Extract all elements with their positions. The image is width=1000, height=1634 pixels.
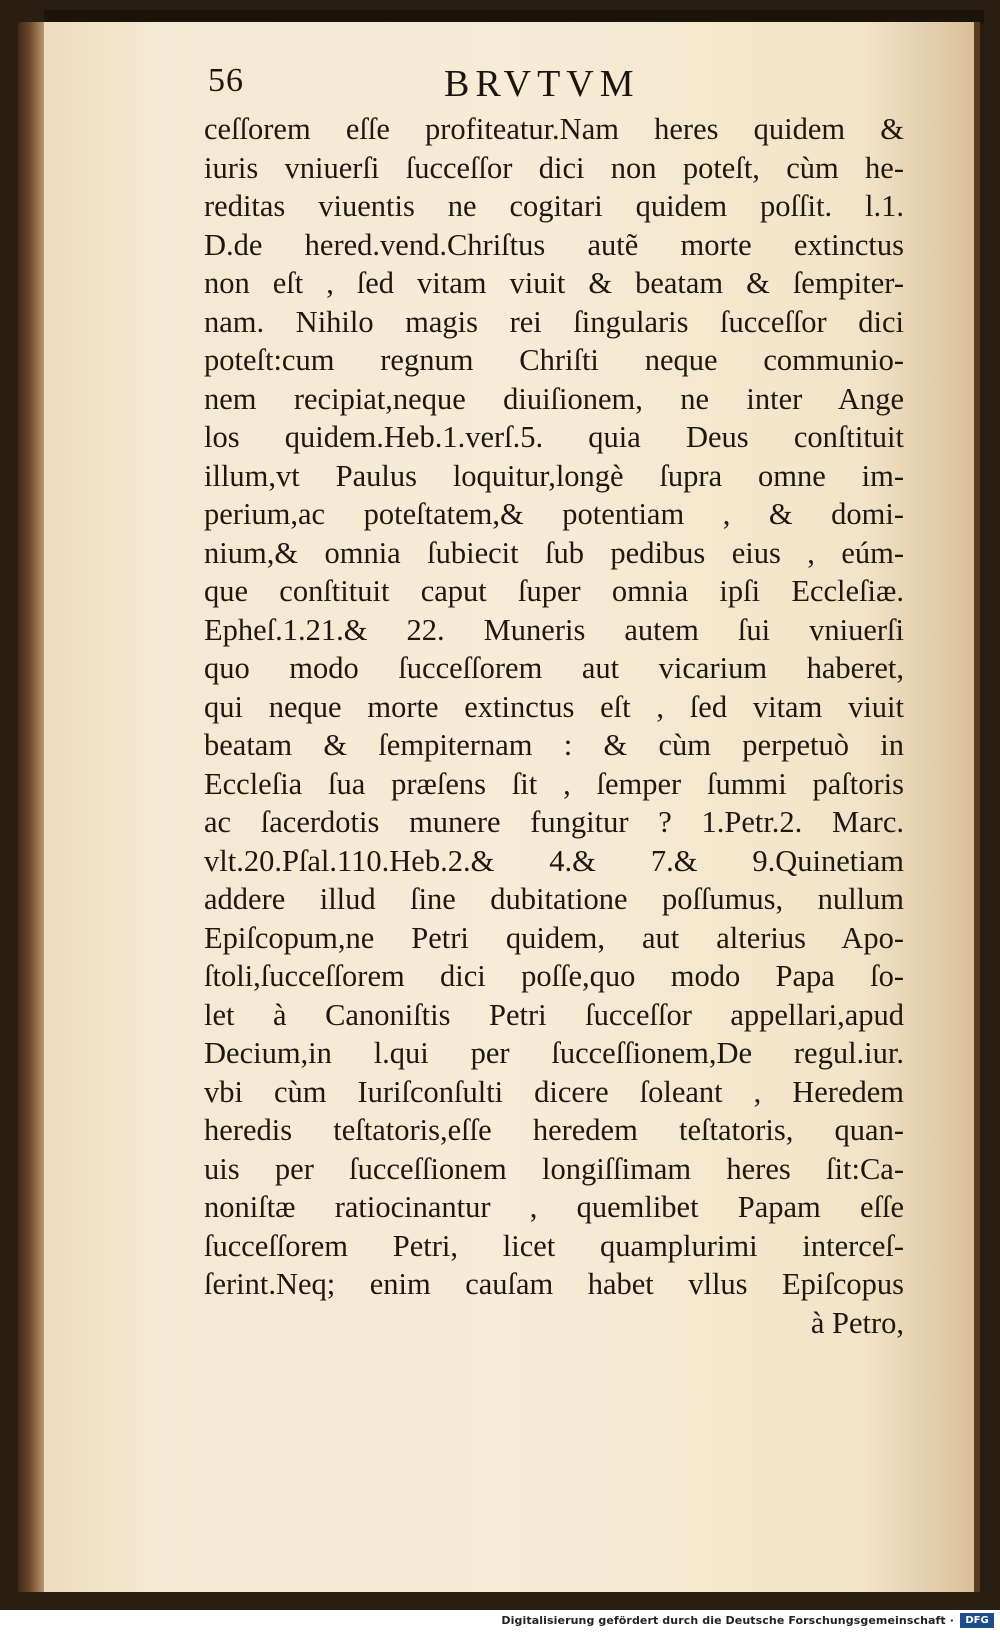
text-line: Epiſcopum,ne Petri quidem, aut alterius Apo- (204, 920, 904, 955)
text-line: ſtoli,ſucceſſorem dici poſſe,quo modo Papa ſo- (204, 959, 904, 993)
text-line: heredis teſtatoris,eſſe heredem teſtatoris, quan- (204, 1113, 904, 1147)
text-line: nam. Nihilo magis rei ſingularis ſucceſſor dici (204, 304, 904, 339)
running-head: BRVTVM (444, 63, 640, 105)
text-line: non eſt , ſed vitam viuit & beatam & ſempiter- (204, 266, 904, 300)
text-line: noniſtæ ratiocinantur , quemlibet Papam eſſe (204, 1190, 904, 1224)
text-line: los quidem.Heb.1.verſ.5. quia Deus conſtituit (204, 420, 904, 454)
text-line: uis per ſucceſſionem longiſſimam heres ſit:Ca- (204, 1151, 904, 1186)
funding-note: Digitalisierung gefördert durch die Deutsche Forschungsgemeinschaft · (501, 1614, 954, 1627)
text-line: ac ſacerdotis munere fungitur ? 1.Petr.2. Marc. (204, 805, 904, 839)
page-gutter (18, 22, 44, 1592)
page-header (208, 62, 708, 112)
text-line: Decium,in l.qui per ſucceſſionem,De regul.iur. (204, 1036, 904, 1070)
text-line: reditas viuentis ne cogitari quidem poſſit. l.1. (204, 189, 904, 223)
text-line: iuris vniuerſi ſucceſſor dici non poteſt, cùm he- (204, 150, 904, 185)
text-line: beatam & ſempiternam : & cùm perpetuò in (204, 728, 904, 762)
page-number: 56 (208, 62, 244, 99)
text-line: ſerint.Neq; enim cauſam habet vllus Epiſcopus (204, 1267, 904, 1301)
text-line: Eccleſia ſua præſens ſit , ſemper ſummi paſtoris (204, 766, 904, 801)
text-line: D.de hered.vend.Chriſtus autẽ morte extinctus (204, 227, 904, 262)
body-text (204, 110, 904, 1342)
text-line: vlt.20.Pſal.110.Heb.2.& 4.& 7.& 9.Quinetiam (204, 843, 904, 878)
text-line: nem recipiat,neque diuiſionem, ne inter Ange (204, 381, 904, 416)
text-line: let à Canoniſtis Petri ſucceſſor appellari,apud (204, 997, 904, 1032)
text-line: ſucceſſorem Petri, licet quamplurimi interceſ- (204, 1228, 904, 1263)
text-line: que conſtituit caput ſuper omnia ipſi Eccleſiæ. (204, 574, 904, 608)
text-line: poteſt:cum regnum Chriſti neque communio- (204, 343, 904, 377)
catchword: à Petro, (810, 1305, 904, 1340)
text-line: quo modo ſucceſſorem aut vicarium haberet, (204, 651, 904, 685)
text-line: vbi cùm Iuriſconſulti dicere ſoleant , Heredem (204, 1074, 904, 1109)
text-line: ceſſorem eſſe profiteatur.Nam heres quidem & (204, 112, 904, 146)
text-line: perium,ac poteſtatem,& potentiam , & domi- (204, 497, 904, 531)
dfg-logo: DFG (960, 1613, 994, 1628)
text-line: Epheſ.1.21.& 22. Muneris autem ſui vniuerſi (204, 612, 904, 647)
text-line: nium,& omnia ſubiecit ſub pedibus eius , eúm- (204, 535, 904, 570)
text-line: illum,vt Paulus loquitur,longè ſupra omne im- (204, 458, 904, 493)
text-line: addere illud ſine dubitatione poſſumus, nullum (204, 882, 904, 916)
text-line: qui neque morte extinctus eſt , ſed vitam viuit (204, 689, 904, 724)
